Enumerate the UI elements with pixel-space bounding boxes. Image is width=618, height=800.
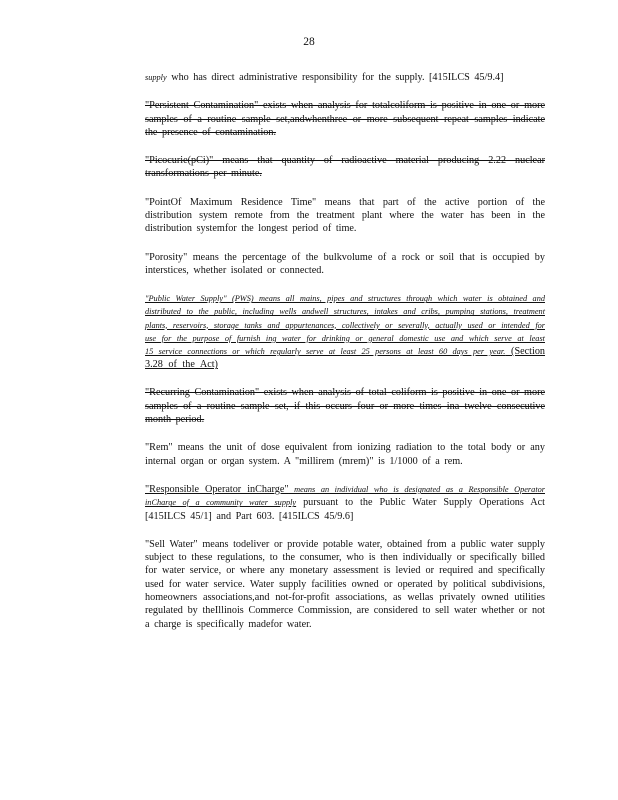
responsible-operator-term: "Responsible Operator inCharge" [145,483,289,495]
definition-picocurie-deleted: "Picocurie(pCi)" means that quantity of radioactive material producing 2.22 nuclear transformations per minute. [145,155,545,180]
supply-italic-lead: supply [145,73,167,82]
responsible-operator-inserted-text: means an individual who is designated as a Responsible Operator inCharge of a community water supply [145,484,545,508]
document-body [145,71,545,646]
definition-public-water-supply [145,292,545,371]
definition-rem: "Rem" means the unit of dose equivalent from ionizing radiation to the total body or any internal organ or organ system. A "millirem (mrem)" is 1/1000 of a rem. [145,442,545,467]
definition-persistent-contamination-deleted: "Persistent Contamination" exists when analysis for totalcoliform is positive in one or more samples of a routine sample set,andwhenthree or more subsequent repeat samples indicate the presence of contamination. [145,100,545,138]
public-water-supply-citation: (Section 3.28 of the Act) [145,346,546,371]
supply-continuation-text: who has direct administrative responsibility for the supply. [415ILCS 45/9.4] [166,72,504,83]
definition-porosity: "Porosity" means the percentage of the bulkvolume of a rock or soil that is occupied by interstices, whether isolated or connected. [145,251,545,276]
responsible-operator-citation: pursuant to the Public Water Supply Operations Act [415ILCS 45/1] and Part 603. [415ILCS 45/9.6] [145,497,545,522]
definition-supply-continuation [145,71,545,84]
definition-responsible-operator-in-charge [145,483,545,523]
public-water-supply-inserted-text: "Public Water Supply" (PWS) means all mains, pipes and structures through which water is obtained and distributed to the public, including wells andwell structures, intakes and cribs, pumping stations, treatment plants, reservoirs, storage tanks and appurtenances, collectively or severally, actually used or intended for use for the purpose of furnish ing water for drinking or general domestic use and which serve at least 15 service connections or which regularly serve at least 25 persons at least 60 days per year. [145,294,545,357]
definition-point-of-maximum-residence-time: "PointOf Maximum Residence Time" means that part of the active portion of the distribution system remote from the treatment plant where the water has been in the distribution systemfor the longest period of time. [145,196,545,235]
definition-recurring-contamination-deleted: "Recurring Contamination" exists when analysis of total coliform is positive in one or more samples of a routine sample set, if this occurs four or more times ina twelve consecutive month period. [145,387,545,426]
definition-sell-water: "Sell Water" means todeliver or provide potable water, obtained from a public water supply subject to these regulations, to the consumer, who is then individually or specifically billed for water service, or where any monetary assessment is levied or required and specifically used for water service. Water supply facilities owned or operated by political subdivisions, homeowners associations,and not-for-profit associations, as wellas privately owned utilities regulated by theIllinois Commerce Commission, are considered to sell water whether or not a charge is specifically madefor water. [145,538,545,630]
page-number: 28 [303,36,315,48]
